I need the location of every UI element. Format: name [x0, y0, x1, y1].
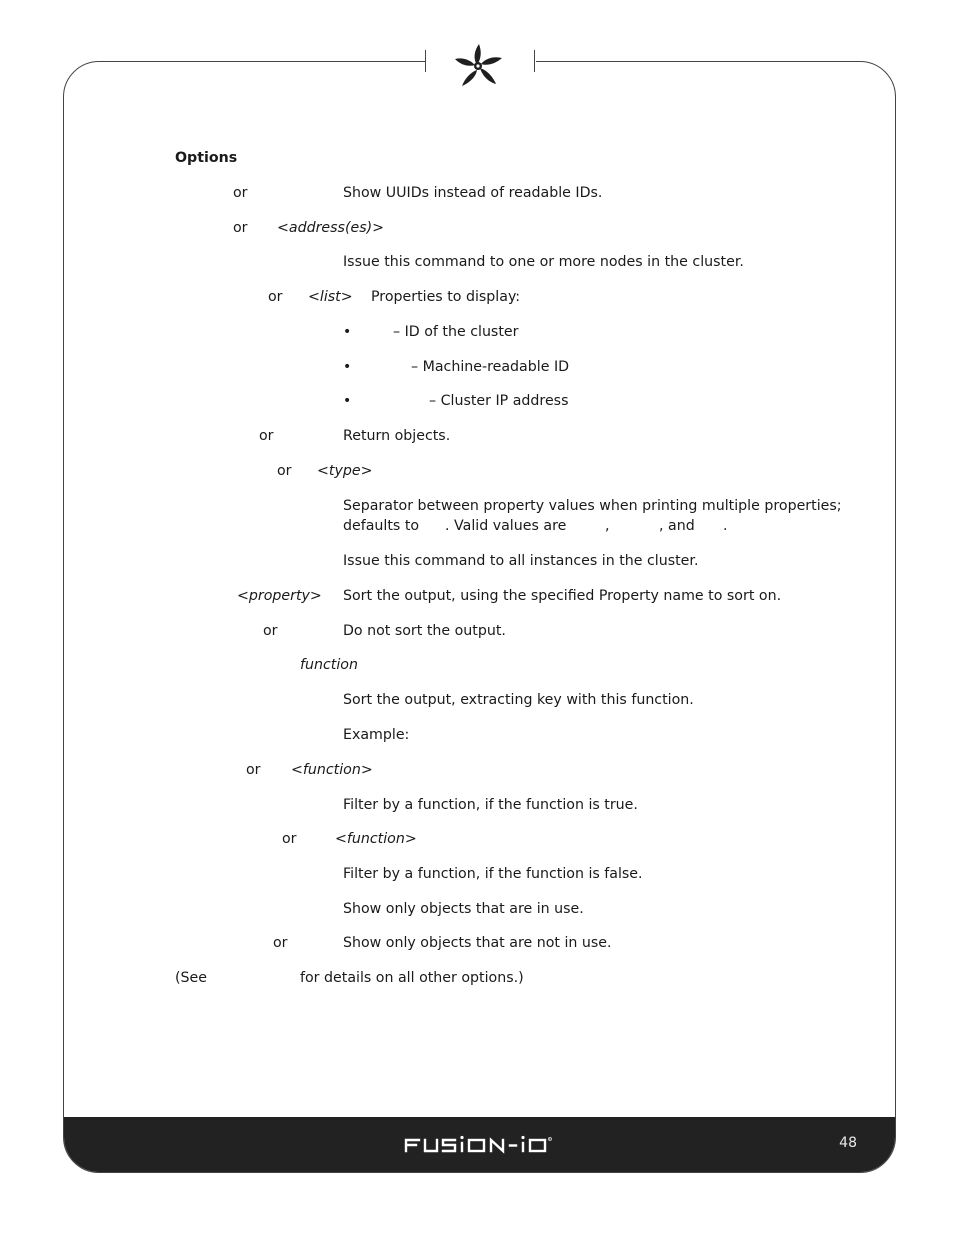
- page-footer: [64, 1117, 895, 1172]
- header-tick-left: [425, 50, 426, 72]
- option-description: Issue this command to all instances in the cluster.: [343, 553, 699, 569]
- fusion-io-star-icon: [452, 42, 506, 88]
- option-connector: or: [282, 831, 297, 847]
- option-description-part: . Valid values are: [445, 518, 567, 534]
- option-description: Sort the output, extracting key with this function.: [343, 692, 694, 708]
- option-argument: function: [300, 657, 358, 673]
- option-argument: <type>: [317, 463, 373, 479]
- option-description: Filter by a function, if the function is true.: [343, 797, 638, 813]
- fusion-io-logo: [404, 1133, 556, 1157]
- option-description: Show only objects that are in use.: [343, 901, 584, 917]
- bullet-icon: •: [343, 393, 352, 409]
- option-description: Issue this command to one or more nodes in the cluster.: [343, 254, 744, 270]
- option-connector: or: [277, 463, 292, 479]
- option-description: Show UUIDs instead of readable IDs.: [343, 185, 603, 201]
- option-connector: or: [273, 935, 288, 951]
- example-label: Example:: [343, 727, 410, 743]
- option-description: Do not sort the output.: [343, 623, 506, 639]
- option-connector: or: [233, 185, 248, 201]
- option-connector: or: [263, 623, 278, 639]
- property-description: – ID of the cluster: [393, 324, 519, 340]
- option-description: Separator between property values when printing multiple properties;: [343, 498, 842, 514]
- option-argument: <address(es)>: [277, 220, 385, 236]
- option-description-part: .: [723, 518, 728, 534]
- bullet-icon: •: [343, 359, 352, 375]
- option-argument: <function>: [335, 831, 417, 847]
- option-description-part: ,: [605, 518, 610, 534]
- option-description: Properties to display:: [371, 289, 521, 305]
- option-description-part: defaults to: [343, 518, 420, 534]
- footnote-start: (See: [175, 970, 207, 986]
- header-tick-right: [534, 50, 535, 72]
- option-connector: or: [246, 762, 261, 778]
- property-description: – Cluster IP address: [429, 393, 569, 409]
- svg-text:R: R: [548, 1137, 551, 1142]
- option-description: Sort the output, using the specified Property name to sort on.: [343, 588, 782, 604]
- option-description: Show only objects that are not in use.: [343, 935, 612, 951]
- option-argument: <list>: [308, 289, 353, 305]
- section-title: Options: [175, 150, 238, 166]
- option-description: Filter by a function, if the function is false.: [343, 866, 643, 882]
- option-argument: <function>: [291, 762, 373, 778]
- option-description: Return objects.: [343, 428, 451, 444]
- page-frame: [63, 61, 896, 1173]
- option-description-part: , and: [659, 518, 695, 534]
- option-connector: or: [259, 428, 274, 444]
- page-number: 48: [839, 1135, 857, 1151]
- bullet-icon: •: [343, 324, 352, 340]
- footnote-end: for details on all other options.): [300, 970, 524, 986]
- option-argument: <property>: [237, 588, 322, 604]
- property-description: – Machine-readable ID: [411, 359, 570, 375]
- option-connector: or: [233, 220, 248, 236]
- option-connector: or: [268, 289, 283, 305]
